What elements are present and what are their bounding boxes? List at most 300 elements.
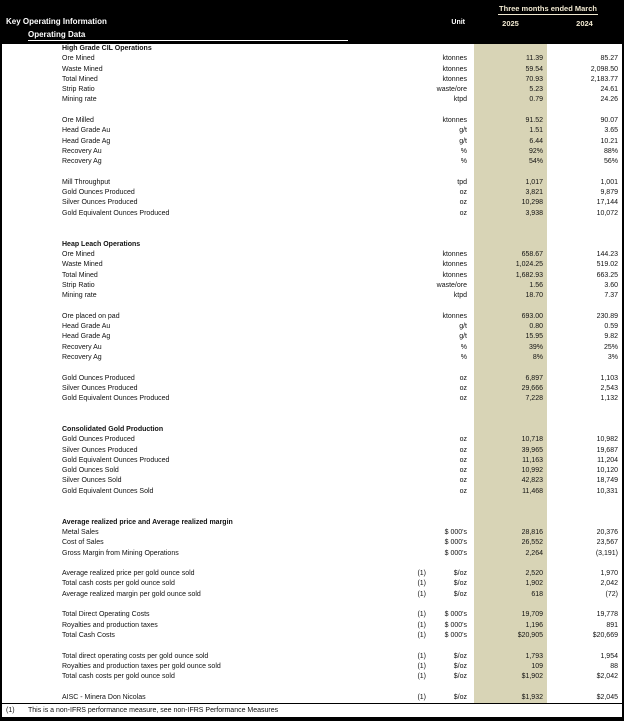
footnote-ref [406, 85, 430, 95]
value-2025: $1,902 [521, 673, 543, 681]
spacer-row [2, 497, 622, 507]
unit-cell: ktonnes [442, 117, 467, 125]
row-label: Waste Mined [62, 261, 103, 269]
row-label: Head Grade Au [62, 323, 111, 331]
unit-cell: $/oz [453, 662, 467, 670]
value-2025: 18.70 [525, 292, 543, 300]
section-header-row [2, 518, 622, 528]
table-row [2, 590, 622, 600]
footnote-ref [406, 126, 430, 136]
footnote-ref [406, 178, 430, 188]
value-2024: 1,132 [600, 395, 618, 403]
value-2025: 6,897 [525, 374, 543, 382]
footnote-ref [406, 147, 430, 157]
value-2024: 10,072 [596, 209, 618, 217]
value-2024: 19,778 [596, 611, 618, 619]
value-2025: 3,821 [525, 189, 543, 197]
value-2024: 17,144 [596, 199, 618, 207]
value-2025: 1.51 [529, 127, 543, 135]
table-row [2, 446, 622, 456]
value-2024: 23,567 [596, 539, 618, 547]
row-label: Recovery Ag [62, 158, 102, 166]
footnote-ref [406, 549, 430, 559]
footnote-ref [406, 353, 430, 363]
value-2024: 2,183.77 [590, 75, 618, 83]
row-label: Total cash costs per gold ounce sold [62, 673, 175, 681]
value-2024: 25% [603, 343, 618, 351]
unit-cell: ktonnes [442, 261, 467, 269]
page-subtitle: Operating Data [28, 30, 348, 41]
unit-cell: waste/ore [436, 86, 467, 94]
spacer-row [2, 363, 622, 373]
table-row [2, 332, 622, 342]
unit-cell: g/t [459, 137, 467, 145]
table-row [2, 672, 622, 682]
row-label: Gold Equivalent Ounces Produced [62, 456, 170, 464]
spacer-row [2, 229, 622, 239]
row-label: Total Direct Operating Costs [62, 611, 150, 619]
unit-cell: $ 000's [444, 621, 467, 629]
table-row [2, 147, 622, 157]
unit-cell: waste/ore [436, 281, 467, 289]
value-2025: 92% [528, 147, 543, 155]
unit-cell: oz [459, 436, 467, 444]
table-row [2, 343, 622, 353]
value-2024: 2,098.50 [590, 65, 618, 73]
row-label: Ore placed on pad [62, 312, 120, 320]
value-2025: 3,938 [525, 209, 543, 217]
spacer-row [2, 404, 622, 414]
value-2024: (72) [605, 590, 618, 598]
footnote-ref [406, 343, 430, 353]
footnote-ref [406, 137, 430, 147]
table-row [2, 662, 622, 672]
value-2025: 693.00 [521, 312, 543, 320]
table-row [2, 579, 622, 589]
row-label: Average realized margin per gold ounce sold [62, 590, 201, 598]
table-row [2, 476, 622, 486]
unit-cell: oz [459, 487, 467, 495]
table-row [2, 281, 622, 291]
value-2025: 2,264 [525, 549, 543, 557]
row-label: Silver Ounces Sold [62, 477, 122, 485]
footnote-ref: (1) [417, 652, 426, 660]
value-2025: 11,468 [522, 487, 543, 495]
unit-cell: ktonnes [442, 75, 467, 83]
row-label: Average realized price per gold ounce sold [62, 570, 195, 578]
row-label: Strip Ratio [62, 86, 95, 94]
unit-column-header: Unit [451, 19, 465, 26]
value-2025: 0.80 [529, 323, 543, 331]
value-2025: 28,816 [521, 528, 543, 536]
row-label: Gross Margin from Mining Operations [62, 549, 179, 557]
spacer-row [2, 168, 622, 178]
value-2025: 1,196 [525, 621, 543, 629]
row-label: Gold Ounces Produced [62, 189, 135, 197]
value-2024: 10,982 [596, 436, 618, 444]
value-2025: 54% [528, 158, 543, 166]
value-2024: 1,001 [600, 178, 618, 186]
value-2024: 1,970 [600, 570, 618, 578]
unit-cell: % [460, 353, 467, 361]
footnote-ref [406, 75, 430, 85]
value-2024: 7.37 [604, 292, 618, 300]
value-2024: 144.23 [596, 250, 618, 258]
footnote-bar [2, 703, 622, 717]
row-label: Gold Ounces Produced [62, 436, 135, 444]
unit-cell: oz [459, 374, 467, 382]
unit-cell: oz [459, 477, 467, 485]
footnote-ref [406, 446, 430, 456]
unit-cell: $/oz [453, 693, 467, 701]
value-2025: 59.54 [525, 65, 543, 73]
table-row [2, 322, 622, 332]
row-label: Total Mined [62, 75, 98, 83]
footnote-ref: (1) [417, 693, 426, 701]
row-label: Total cash costs per gold ounce sold [62, 580, 175, 588]
unit-cell: tpd [457, 178, 467, 186]
table-row [2, 621, 622, 631]
row-label: Strip Ratio [62, 281, 95, 289]
row-label: Silver Ounces Produced [62, 446, 138, 454]
value-2024: 663.25 [596, 271, 618, 279]
section-title: Heap Leach Operations [62, 240, 141, 248]
row-label: Royalties and production taxes per gold ounce sold [62, 662, 221, 670]
table-row [2, 610, 622, 620]
footnote-ref [406, 116, 430, 126]
table-row [2, 188, 622, 198]
table-row [2, 384, 622, 394]
value-2024: (3,191) [595, 549, 618, 557]
unit-cell: g/t [459, 127, 467, 135]
footnote-ref [406, 487, 430, 497]
value-2025: 2,520 [525, 570, 543, 578]
section-header-row [2, 240, 622, 250]
table-row [2, 538, 622, 548]
value-2025: 5.23 [529, 86, 543, 94]
table-row [2, 54, 622, 64]
value-2024: 85.27 [600, 55, 618, 63]
row-label: Silver Ounces Produced [62, 199, 138, 207]
unit-cell: oz [459, 384, 467, 392]
row-label: Total Cash Costs [62, 631, 115, 639]
value-2025: 11,163 [522, 456, 543, 464]
unit-cell: oz [459, 209, 467, 217]
row-label: Waste Mined [62, 65, 103, 73]
table-row [2, 271, 622, 281]
footnote-ref [406, 435, 430, 445]
value-2025: 39,965 [521, 446, 543, 454]
value-2024: 2,042 [600, 580, 618, 588]
value-2024: 3.60 [604, 281, 618, 289]
value-2024: 19,687 [596, 446, 618, 454]
row-label: Ore Mined [62, 250, 95, 258]
table-row [2, 126, 622, 136]
table-row [2, 209, 622, 219]
spacer-row [2, 641, 622, 651]
value-2025: 618 [531, 590, 543, 598]
footnote-ref: (1) [417, 570, 426, 578]
unit-cell: ktonnes [442, 65, 467, 73]
unit-cell: $/oz [453, 590, 467, 598]
value-2024: 56% [603, 158, 618, 166]
row-label: Recovery Au [62, 147, 102, 155]
row-label: Total Mined [62, 271, 98, 279]
row-label: AISC - Minera Don Nicolas [62, 693, 146, 701]
report-header [2, 2, 622, 44]
table-row [2, 312, 622, 322]
table-row [2, 652, 622, 662]
value-2025: 11.39 [526, 55, 543, 63]
value-2024: 1,954 [600, 652, 618, 660]
footnote-ref [406, 271, 430, 281]
value-2025: 10,718 [521, 436, 543, 444]
footnote-ref: (1) [417, 662, 426, 670]
row-label: Mining rate [62, 96, 97, 104]
value-2024: $20,669 [592, 631, 618, 639]
row-label: Recovery Ag [62, 353, 102, 361]
table-row [2, 116, 622, 126]
value-2024: 230.89 [596, 312, 618, 320]
row-label: Mining rate [62, 292, 97, 300]
table-row [2, 137, 622, 147]
unit-cell: % [460, 158, 467, 166]
spacer-row [2, 682, 622, 692]
unit-cell: % [460, 147, 467, 155]
value-2025: 26,552 [521, 539, 543, 547]
footnote-ref [406, 312, 430, 322]
footnote-ref [406, 65, 430, 75]
unit-cell: oz [459, 446, 467, 454]
table-row [2, 528, 622, 538]
spacer-row [2, 559, 622, 569]
table-row [2, 250, 622, 260]
column-header-2025: 2025 [502, 19, 519, 28]
value-2024: $2,042 [596, 673, 618, 681]
value-2024: 11,204 [597, 456, 618, 464]
table-row [2, 569, 622, 579]
row-label: Gold Equivalent Ounces Produced [62, 395, 170, 403]
table-row [2, 693, 622, 703]
footnote-ref: (1) [417, 631, 426, 639]
spacer-row [2, 507, 622, 517]
table-row [2, 394, 622, 404]
value-2024: 9,879 [600, 189, 618, 197]
section-title: Consolidated Gold Production [62, 425, 164, 433]
row-label: Gold Equivalent Ounces Produced [62, 209, 170, 217]
unit-cell: oz [459, 456, 467, 464]
table-row [2, 157, 622, 167]
footnote-ref [406, 54, 430, 64]
unit-cell: $/oz [453, 673, 467, 681]
column-header-2024: 2024 [576, 19, 593, 28]
unit-cell: $/oz [453, 570, 467, 578]
table-row [2, 95, 622, 105]
row-label: Gold Ounces Sold [62, 467, 119, 475]
row-label: Head Grade Ag [62, 137, 111, 145]
table-row [2, 549, 622, 559]
value-2025: 1,017 [525, 178, 543, 186]
value-2025: 1,682.93 [515, 271, 543, 279]
footnote-ref [406, 322, 430, 332]
footnote-marker: (1) [6, 707, 15, 714]
row-label: Gold Ounces Produced [62, 374, 135, 382]
value-2024: 891 [606, 621, 618, 629]
value-2025: $20,905 [517, 631, 543, 639]
footnote-ref [406, 250, 430, 260]
footnote-ref: (1) [417, 580, 426, 588]
value-2024: 9.82 [604, 333, 618, 341]
value-2025: 29,666 [521, 384, 543, 392]
section-header-row [2, 425, 622, 435]
row-label: Recovery Au [62, 343, 102, 351]
unit-cell: oz [459, 467, 467, 475]
value-2024: 10,120 [596, 467, 618, 475]
value-2025: 6.44 [529, 137, 543, 145]
page-title: Key Operating Information [6, 17, 107, 26]
spacer-row [2, 106, 622, 116]
value-2025: 15.95 [525, 333, 543, 341]
value-2024: 519.02 [596, 261, 618, 269]
footnote-ref [406, 456, 430, 466]
value-2024: 1,103 [600, 374, 618, 382]
unit-cell: g/t [459, 323, 467, 331]
value-2024: 10,331 [596, 487, 618, 495]
footnote-ref [406, 332, 430, 342]
table-row [2, 631, 622, 641]
value-2025: 7,228 [525, 395, 543, 403]
row-label: Gold Equivalent Ounces Sold [62, 487, 154, 495]
value-2025: 42,823 [521, 477, 543, 485]
value-2025: 39% [528, 343, 543, 351]
table-row [2, 435, 622, 445]
value-2025: 109 [531, 662, 543, 670]
table-row [2, 291, 622, 301]
section-title: Average realized price and Average realized margin [62, 518, 233, 526]
unit-cell: ktpd [453, 292, 467, 300]
footnote-ref [406, 260, 430, 270]
table-row [2, 65, 622, 75]
value-2025: 10,992 [521, 467, 543, 475]
value-2024: 3.65 [604, 127, 618, 135]
footnote-ref [406, 394, 430, 404]
table-row [2, 75, 622, 85]
table-row [2, 85, 622, 95]
row-label: Ore Mined [62, 55, 95, 63]
unit-cell: ktonnes [442, 250, 467, 258]
row-label: Head Grade Ag [62, 333, 111, 341]
value-2025: 1,024.25 [515, 261, 543, 269]
value-2024: 18,749 [596, 477, 618, 485]
unit-cell: g/t [459, 333, 467, 341]
value-2024: 3% [607, 353, 618, 361]
footnote-ref [406, 528, 430, 538]
value-2024: 0.59 [604, 323, 618, 331]
value-2025: 1.56 [529, 281, 543, 289]
unit-cell: oz [459, 199, 467, 207]
table-row [2, 374, 622, 384]
footnote-ref [406, 157, 430, 167]
unit-cell: $ 000's [444, 631, 467, 639]
value-2024: 20,376 [596, 528, 618, 536]
row-label: Ore Milled [62, 117, 94, 125]
unit-cell: ktpd [453, 96, 467, 104]
spacer-row [2, 415, 622, 425]
value-2024: 24.26 [600, 96, 618, 104]
period-header [474, 4, 622, 13]
unit-cell: $/oz [453, 652, 467, 660]
value-2025: 1,902 [525, 580, 543, 588]
value-2025: 91.52 [525, 117, 543, 125]
table-row [2, 466, 622, 476]
unit-cell: $ 000's [444, 549, 467, 557]
row-label: Mill Throughput [62, 178, 111, 186]
value-2025: 1,793 [525, 652, 543, 660]
row-label: Head Grade Au [62, 127, 111, 135]
period-label: Three months ended March [499, 4, 597, 13]
footnote-ref: (1) [417, 611, 426, 619]
value-2025: 19,709 [521, 611, 543, 619]
footnote-ref [406, 476, 430, 486]
value-2025: $1,932 [521, 693, 543, 701]
unit-cell: $ 000's [444, 611, 467, 619]
value-2025: 0.79 [529, 96, 543, 104]
footnote-ref [406, 384, 430, 394]
unit-cell: ktonnes [442, 271, 467, 279]
value-2025: 658.67 [521, 250, 543, 258]
footnote-text: This is a non-IFRS performance measure, see non-IFRS Performance Measures [28, 707, 279, 714]
table-row [2, 353, 622, 363]
footnote-ref [406, 291, 430, 301]
footnote-ref [406, 209, 430, 219]
value-2025: 8% [532, 353, 543, 361]
row-label: Royalties and production taxes [62, 621, 158, 629]
spacer-row [2, 219, 622, 229]
footnote-ref [406, 188, 430, 198]
value-2024: 10.21 [600, 137, 618, 145]
unit-cell: $ 000's [444, 528, 467, 536]
footnote-ref: (1) [417, 590, 426, 598]
spacer-row [2, 301, 622, 311]
row-label: Cost of Sales [62, 539, 104, 547]
value-2024: 90.07 [600, 117, 618, 125]
unit-cell: $/oz [453, 580, 467, 588]
footnote-ref [406, 374, 430, 384]
value-2024: 88 [610, 662, 618, 670]
section-header-row [2, 44, 622, 54]
value-2024: 24.61 [600, 86, 618, 94]
table-row [2, 456, 622, 466]
row-label: Metal Sales [62, 528, 99, 536]
unit-cell: oz [459, 189, 467, 197]
footnote-ref: (1) [417, 673, 426, 681]
table-row [2, 198, 622, 208]
data-rows-container [2, 44, 622, 703]
unit-cell: % [460, 343, 467, 351]
unit-cell: oz [459, 395, 467, 403]
value-2024: 2,543 [600, 384, 618, 392]
table-row [2, 178, 622, 188]
value-2025: 10,298 [521, 199, 543, 207]
footnote-ref [406, 466, 430, 476]
value-2025: 70.93 [525, 75, 543, 83]
value-2024: 88% [603, 147, 618, 155]
footnote-ref: (1) [417, 621, 426, 629]
unit-cell: $ 000's [444, 539, 467, 547]
section-title: High Grade CIL Operations [62, 45, 152, 52]
spacer-row [2, 600, 622, 610]
footnote-ref [406, 538, 430, 548]
